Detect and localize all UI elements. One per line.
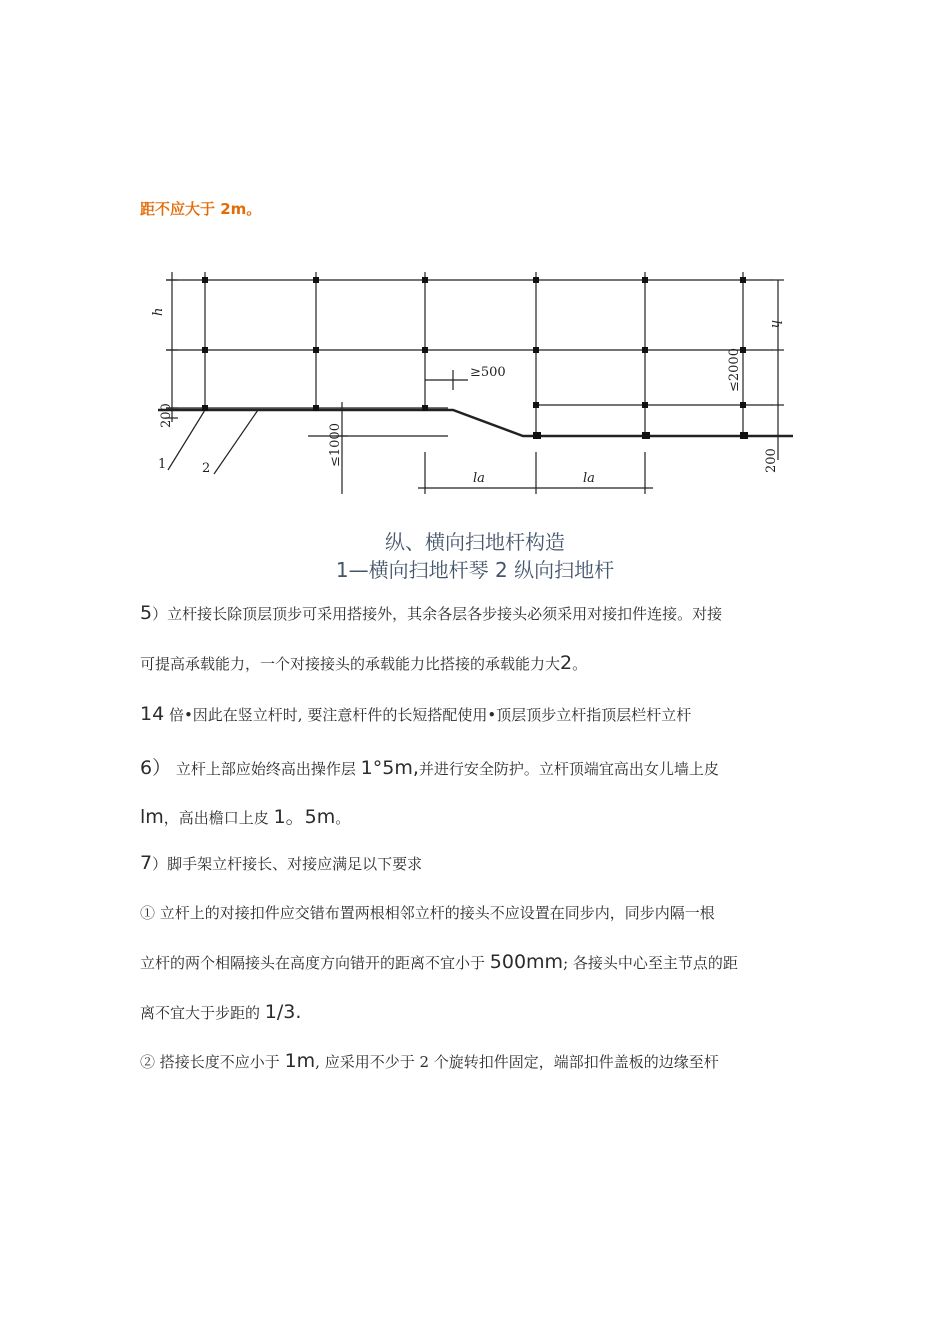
figure-title: 纵、横向扫地杆构造 xyxy=(385,530,565,554)
paragraph-line: ② 搭接长度不应小于 1m, 应采用不少于 2 个旋转扣件固定，端部扣件盖板的边缘至杆 xyxy=(140,1050,719,1072)
paragraph-line: 可提高承载能力，一个对接接头的承载能力比搭接的承载能力大2。 xyxy=(140,652,588,674)
label-h-right: h xyxy=(768,320,783,329)
paragraph-line: 7）脚手架立杆接长、对接应满足以下要求 xyxy=(140,852,423,874)
label-h-left: h xyxy=(151,307,166,316)
label-left200: 200 xyxy=(159,403,174,428)
label-right200: 200 xyxy=(764,448,779,473)
paragraph-line: 14 倍•因此在竖立杆时, 要注意杆件的长短搭配使用•顶层顶步立杆指顶层栏杆立杆 xyxy=(140,703,692,725)
figure-legend: 1—横向扫地杆琴 2 纵向扫地杆 xyxy=(335,558,615,582)
paragraph-line: 5）立杆接长除顶层顶步可采用搭接外，其余各层各步接头必须采用对接扣件连接。对接 xyxy=(140,602,723,624)
paragraph-line: ① 立杆上的对接扣件应交错布置两根相邻立杆的接头不应设置在同步内，同步内隔一根 xyxy=(140,904,715,922)
heading-line: 距不应大于 2m。 xyxy=(140,200,262,218)
label-mark2: 2 xyxy=(202,461,211,476)
label-max1000: ≤1000 xyxy=(328,423,343,467)
label-la2: la xyxy=(583,471,595,486)
paragraph-line: 离不宜大于步距的 1/3. xyxy=(140,1001,302,1023)
label-max2000: ≤2000 xyxy=(727,348,742,392)
label-la1: la xyxy=(473,471,485,486)
label-mark1: 1 xyxy=(158,457,167,472)
paragraph-line: 6） 立杆上部应始终高出操作层 1°5m,并进行安全防护。立杆顶端宜高出女儿墙上皮 xyxy=(140,757,719,779)
sweep-rod xyxy=(158,410,793,436)
label-min500: ≥500 xyxy=(470,365,506,380)
paragraph-line: 立杆的两个相隔接头在高度方向错开的距离不宜小于 500mm; 各接头中心至主节点的距 xyxy=(140,951,738,973)
paragraph-line: lm，高出檐口上皮 1。5m。 xyxy=(140,806,351,828)
scaffold-diagram xyxy=(148,262,808,502)
